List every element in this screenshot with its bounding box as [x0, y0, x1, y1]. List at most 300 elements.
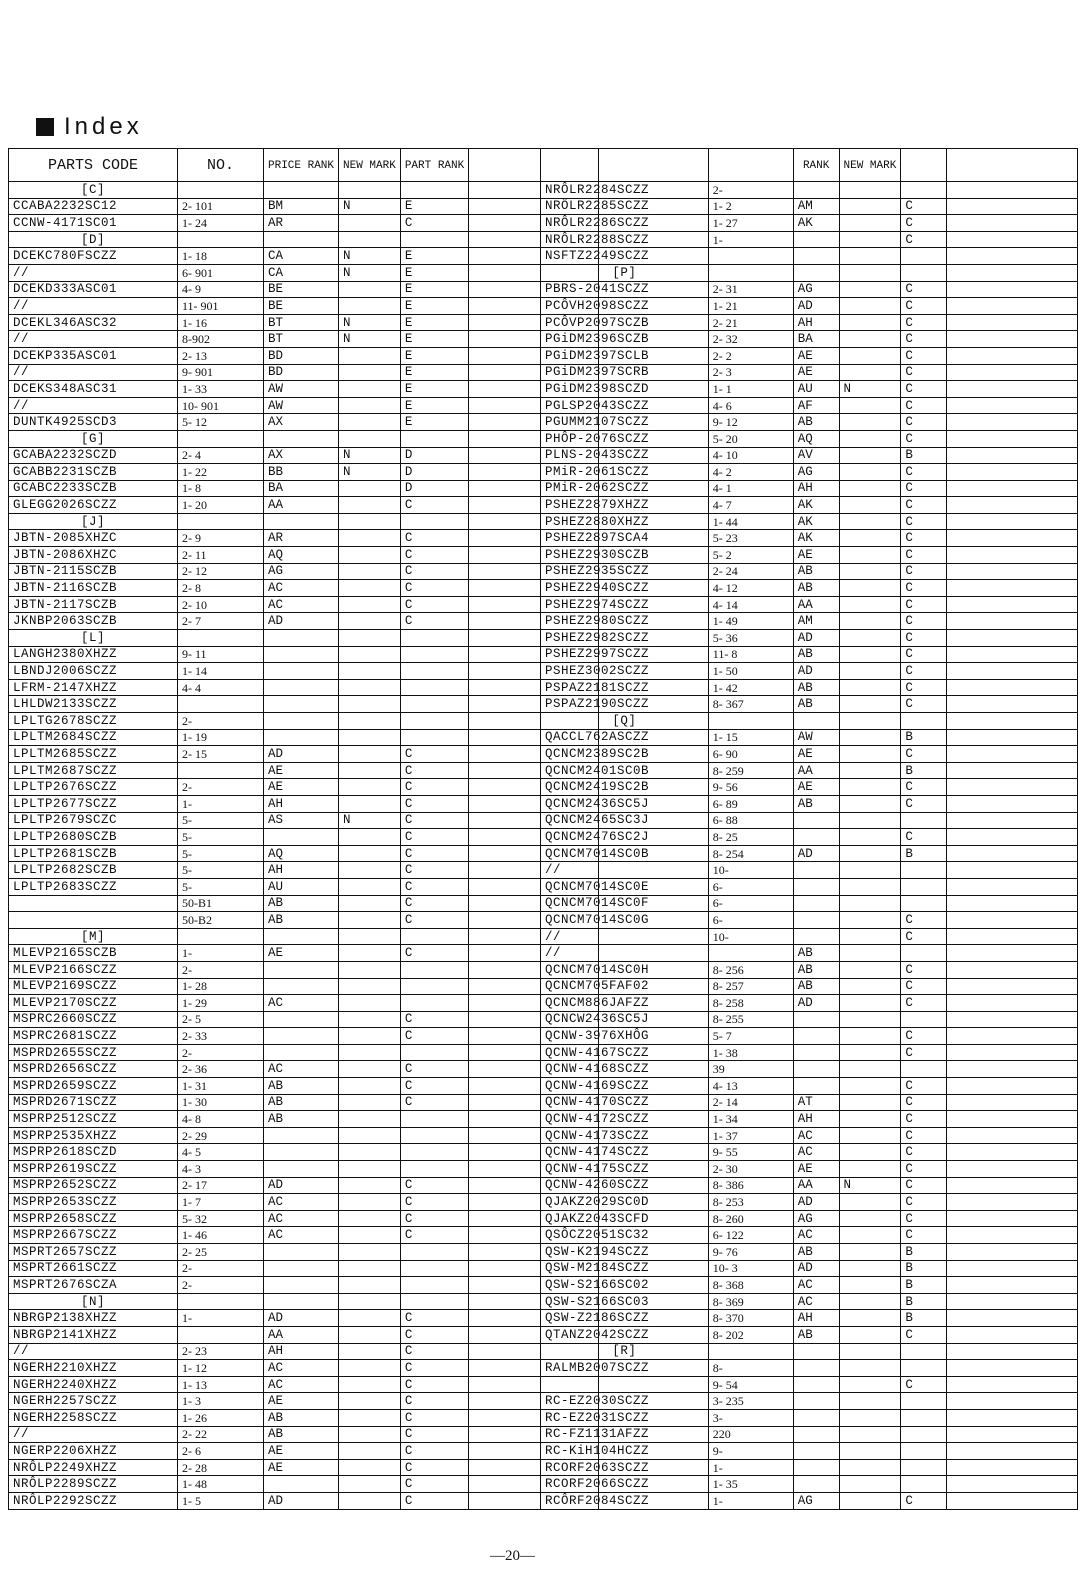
price-rank-cell: AV — [793, 447, 839, 464]
price-rank-cell: AA — [793, 1177, 839, 1194]
parts-code-cell: // — [541, 928, 709, 945]
part-rank-cell: C — [901, 1326, 946, 1343]
parts-code-cell: PSHEZ2930SCZB — [541, 547, 709, 564]
part-rank-cell: C — [400, 530, 468, 547]
new-mark-cell: N — [339, 264, 401, 281]
new-mark-cell — [339, 895, 401, 912]
price-rank-cell: AB — [793, 945, 839, 962]
part-rank-cell: C — [901, 347, 946, 364]
part-rank-cell: C — [400, 1061, 468, 1078]
new-mark-cell — [339, 779, 401, 796]
table-row — [9, 829, 599, 846]
table-row — [9, 1011, 599, 1028]
parts-code-cell: RC-FZ1131AFZZ — [541, 1426, 709, 1443]
new-mark-cell — [839, 530, 901, 547]
parts-code-cell: QSW-S2166SC02 — [541, 1277, 709, 1294]
parts-code-cell: LPLTG2678SCZZ — [9, 713, 178, 730]
part-rank-cell — [901, 878, 946, 895]
part-rank-cell — [400, 1277, 468, 1294]
parts-code-cell: // — [9, 397, 178, 414]
section-row — [9, 231, 599, 248]
table-row — [9, 646, 599, 663]
parts-code-cell: RCORF2063SCZZ — [541, 1459, 709, 1476]
no-cell: 1- — [708, 1459, 793, 1476]
part-rank-cell: C — [901, 829, 946, 846]
part-rank-cell: C — [901, 1127, 946, 1144]
part-rank-cell — [901, 713, 946, 730]
price-rank-cell: AK — [793, 530, 839, 547]
parts-code-cell: NGERH2240XHZZ — [9, 1376, 178, 1393]
parts-code-cell: JBTN-2086XHZC — [9, 547, 178, 564]
no-cell: 10- — [708, 928, 793, 945]
index-table-left — [8, 148, 599, 1510]
parts-code-cell: CCNW-4171SC01 — [9, 215, 178, 232]
no-cell: 2- — [178, 1044, 264, 1061]
table-row — [541, 1227, 1078, 1244]
price-rank-cell — [264, 1144, 339, 1161]
table-row — [541, 397, 1078, 414]
new-mark-cell — [339, 613, 401, 630]
table-row — [9, 1127, 599, 1144]
parts-code-cell: // — [9, 264, 178, 281]
table-row — [541, 1277, 1078, 1294]
price-rank-cell — [264, 1127, 339, 1144]
part-rank-cell: C — [901, 1376, 946, 1393]
parts-code-cell: LPLTP2681SCZB — [9, 845, 178, 862]
no-cell: 2- — [178, 713, 264, 730]
part-rank-cell: B — [901, 1260, 946, 1277]
no-cell: 39 — [708, 1061, 793, 1078]
table-row — [9, 331, 599, 348]
parts-code-cell: QCNCM2401SC0B — [541, 762, 709, 779]
no-cell: 2- 31 — [708, 281, 793, 298]
table-row — [9, 1028, 599, 1045]
part-rank-cell: B — [901, 729, 946, 746]
table-row — [541, 215, 1078, 232]
price-rank-cell — [793, 1393, 839, 1410]
table-row — [9, 1194, 599, 1211]
part-rank-cell: C — [400, 563, 468, 580]
parts-code-cell: NRÔLR2284SCZZ — [541, 182, 709, 199]
no-cell: 2- 7 — [178, 613, 264, 630]
parts-code-cell: LPLTP2677SCZZ — [9, 795, 178, 812]
no-cell: 2- — [178, 1277, 264, 1294]
price-rank-cell: AK — [793, 215, 839, 232]
price-rank-cell — [264, 430, 339, 447]
price-rank-cell — [793, 912, 839, 929]
parts-code-cell: DCEKC780FSCZZ — [9, 248, 178, 265]
header-row — [541, 149, 1078, 182]
table-row — [541, 762, 1078, 779]
price-rank-cell — [264, 1277, 339, 1294]
part-rank-cell: C — [901, 198, 946, 215]
new-mark-cell — [339, 1376, 401, 1393]
parts-code-cell: QCNCM7014SC0H — [541, 961, 709, 978]
parts-code-cell: PGUMM2107SCZZ — [541, 414, 709, 431]
part-rank-cell — [400, 1244, 468, 1261]
part-rank-cell: C — [901, 1210, 946, 1227]
part-rank-cell: C — [901, 580, 946, 597]
table-row — [541, 1326, 1078, 1343]
price-rank-cell: AK — [793, 497, 839, 514]
parts-code-cell: QCNCM886JAFZZ — [541, 995, 709, 1012]
table-row — [541, 547, 1078, 564]
price-rank-cell: AU — [264, 878, 339, 895]
no-cell: 4- 12 — [708, 580, 793, 597]
parts-code-cell: // — [541, 945, 709, 962]
parts-code-cell: QCNCM2419SC2B — [541, 779, 709, 796]
part-rank-cell: B — [901, 845, 946, 862]
table-row — [541, 779, 1078, 796]
part-rank-cell — [901, 862, 946, 879]
price-rank-cell: AB — [793, 961, 839, 978]
no-cell: 2- 21 — [708, 314, 793, 331]
price-rank-cell — [264, 1011, 339, 1028]
price-rank-cell: AA — [793, 596, 839, 613]
table-row — [9, 397, 599, 414]
part-rank-cell: E — [400, 331, 468, 348]
parts-code-cell: LPLTP2676SCZZ — [9, 779, 178, 796]
part-rank-cell: C — [901, 646, 946, 663]
part-rank-cell — [400, 1127, 468, 1144]
no-cell: 4- 2 — [708, 464, 793, 481]
price-rank-cell: AX — [264, 447, 339, 464]
part-rank-cell — [901, 1443, 946, 1460]
parts-code-cell: NGERP2206XHZZ — [9, 1443, 178, 1460]
new-mark-cell — [339, 281, 401, 298]
new-mark-cell — [839, 1144, 901, 1161]
parts-code-cell: QJAKZ2043SCFD — [541, 1210, 709, 1227]
new-mark-cell — [339, 912, 401, 929]
parts-code-cell: MSPRT2661SCZZ — [9, 1260, 178, 1277]
price-rank-cell: AG — [793, 464, 839, 481]
table-row — [541, 1144, 1078, 1161]
table-row — [9, 1177, 599, 1194]
no-cell: 10- — [708, 862, 793, 879]
part-rank-cell — [901, 1476, 946, 1493]
no-cell: 5- 36 — [708, 630, 793, 647]
part-rank-cell: C — [901, 331, 946, 348]
extra-cell — [946, 1127, 1077, 1144]
table-row — [541, 1111, 1078, 1128]
no-cell: 1- — [708, 231, 793, 248]
part-rank-cell: C — [400, 1011, 468, 1028]
no-cell: 1- 49 — [708, 613, 793, 630]
table-row — [9, 1244, 599, 1261]
parts-code-cell: QCNCW2436SC5J — [541, 1011, 709, 1028]
table-row — [9, 1360, 599, 1377]
no-cell: 4- 1 — [708, 480, 793, 497]
parts-code-cell: PGiDM2397SCRB — [541, 364, 709, 381]
price-rank-cell — [264, 663, 339, 680]
new-mark-cell — [339, 961, 401, 978]
no-cell: 2- — [708, 182, 793, 199]
part-rank-cell: B — [901, 1277, 946, 1294]
table-row — [541, 679, 1078, 696]
parts-code-cell: NRÔLP2249XHZZ — [9, 1459, 178, 1476]
parts-code-cell: // — [9, 364, 178, 381]
part-rank-cell: C — [400, 895, 468, 912]
parts-code-cell: [L] — [9, 630, 178, 647]
price-rank-cell — [793, 862, 839, 879]
parts-code-cell: PSHEZ2935SCZZ — [541, 563, 709, 580]
no-cell: 2- 10 — [178, 596, 264, 613]
no-cell: 2- 17 — [178, 1177, 264, 1194]
extra-cell — [946, 1177, 1077, 1194]
part-rank-cell: C — [400, 1326, 468, 1343]
price-rank-cell: AE — [793, 1161, 839, 1178]
parts-code-cell: LPLTP2683SCZZ — [9, 878, 178, 895]
table-row — [9, 198, 599, 215]
parts-code-cell: QCNW-4169SCZZ — [541, 1078, 709, 1095]
price-rank-cell — [264, 231, 339, 248]
price-rank-cell: BA — [264, 480, 339, 497]
part-rank-cell: C — [400, 1393, 468, 1410]
price-rank-cell — [264, 1044, 339, 1061]
no-cell: 4- 6 — [708, 397, 793, 414]
table-row — [9, 812, 599, 829]
no-cell: 1- 46 — [178, 1227, 264, 1244]
part-rank-cell: C — [400, 1310, 468, 1327]
new-mark-cell — [339, 1426, 401, 1443]
table-row — [9, 530, 599, 547]
no-cell: 4- 13 — [708, 1078, 793, 1095]
parts-code-cell: QCNW-4167SCZZ — [541, 1044, 709, 1061]
no-cell: 2- 3 — [708, 364, 793, 381]
new-mark-cell — [839, 713, 901, 730]
price-rank-cell: AE — [793, 746, 839, 763]
new-mark-cell — [839, 878, 901, 895]
parts-code-cell: // — [9, 298, 178, 315]
price-rank-cell — [264, 513, 339, 530]
part-rank-cell: E — [400, 281, 468, 298]
no-cell: 6- — [708, 878, 793, 895]
new-mark-cell — [339, 1476, 401, 1493]
new-mark-cell — [839, 1011, 901, 1028]
parts-code-cell: MSPRT2657SCZZ — [9, 1244, 178, 1261]
parts-code-cell: // — [9, 331, 178, 348]
parts-code-cell: NBRGP2141XHZZ — [9, 1326, 178, 1343]
part-rank-cell: E — [400, 364, 468, 381]
no-cell: 1- 29 — [178, 995, 264, 1012]
new-mark-cell: N — [339, 314, 401, 331]
no-cell: 1- — [178, 945, 264, 962]
no-cell: 4- 4 — [178, 679, 264, 696]
table-row — [541, 995, 1078, 1012]
extra-cell — [946, 381, 1077, 398]
header-row — [9, 149, 599, 182]
parts-code-cell: PLNS-2043SCZZ — [541, 447, 709, 464]
part-rank-cell: B — [901, 1244, 946, 1261]
price-rank-cell: AF — [793, 397, 839, 414]
no-cell: 1- — [178, 795, 264, 812]
parts-code-cell: PGiDM2396SCZB — [541, 331, 709, 348]
parts-code-cell: QCNCM7014SC0B — [541, 845, 709, 862]
table-row — [541, 1310, 1078, 1327]
new-mark-cell — [839, 1061, 901, 1078]
part-rank-cell — [400, 1144, 468, 1161]
new-mark-cell — [339, 298, 401, 315]
no-cell: 1- 22 — [178, 464, 264, 481]
table-row — [9, 1459, 599, 1476]
price-rank-cell — [793, 713, 839, 730]
new-mark-cell — [839, 182, 901, 199]
table-row — [541, 646, 1078, 663]
parts-code-cell: // — [9, 1343, 178, 1360]
new-mark-cell — [339, 215, 401, 232]
parts-code-cell: PCÔVP2097SCZB — [541, 314, 709, 331]
no-cell: 8- 25 — [708, 829, 793, 846]
price-rank-header: RANK — [793, 149, 839, 182]
parts-code-cell: LPLTM2687SCZZ — [9, 762, 178, 779]
new-mark-cell — [839, 1426, 901, 1443]
section-row — [541, 264, 1078, 281]
new-mark-cell — [339, 1177, 401, 1194]
new-mark-cell — [339, 663, 401, 680]
price-rank-cell: AH — [264, 1343, 339, 1360]
price-rank-cell: AD — [793, 630, 839, 647]
price-rank-cell: AD — [264, 1310, 339, 1327]
table-row — [9, 264, 599, 281]
no-cell: 2- 30 — [708, 1161, 793, 1178]
part-rank-cell: E — [400, 248, 468, 265]
table-row — [541, 862, 1078, 879]
new-mark-cell — [339, 1078, 401, 1095]
part-rank-cell: C — [400, 1492, 468, 1509]
new-mark-cell — [339, 762, 401, 779]
part-rank-cell: C — [400, 1078, 468, 1095]
part-rank-cell: C — [400, 1376, 468, 1393]
price-rank-cell: AD — [793, 298, 839, 315]
parts-code-cell: PSHEZ3002SCZZ — [541, 663, 709, 680]
price-rank-cell: AK — [793, 513, 839, 530]
price-rank-cell: AE — [264, 1459, 339, 1476]
table-row — [541, 1492, 1078, 1509]
no-cell: 8- 368 — [708, 1277, 793, 1294]
table-row — [9, 1376, 599, 1393]
parts-code-cell: QCNCM7014SC0E — [541, 878, 709, 895]
part-rank-cell: C — [400, 1476, 468, 1493]
table-row — [541, 1459, 1078, 1476]
no-cell: 9- 901 — [178, 364, 264, 381]
table-row — [9, 596, 599, 613]
no-cell: 1- 50 — [708, 663, 793, 680]
table-row — [541, 746, 1078, 763]
price-rank-cell: BM — [264, 198, 339, 215]
no-cell: 9- 12 — [708, 414, 793, 431]
extra-cell — [946, 729, 1077, 746]
no-cell — [178, 696, 264, 713]
parts-code-cell: PSPAZ2181SCZZ — [541, 679, 709, 696]
new-mark-cell — [839, 1078, 901, 1095]
no-cell: 2- 9 — [178, 530, 264, 547]
price-rank-cell: AB — [793, 563, 839, 580]
new-mark-cell — [339, 995, 401, 1012]
extra-cell — [946, 630, 1077, 647]
parts-code-cell: NRÔLR2286SCZZ — [541, 215, 709, 232]
parts-code-cell: // — [541, 862, 709, 879]
part-rank-cell: C — [400, 829, 468, 846]
table-row — [541, 464, 1078, 481]
extra-cell — [946, 1011, 1077, 1028]
extra-header — [946, 149, 1077, 182]
part-rank-cell: C — [400, 1343, 468, 1360]
new-mark-cell — [339, 1094, 401, 1111]
no-cell: 2- 24 — [708, 563, 793, 580]
no-cell: 1- 19 — [178, 729, 264, 746]
no-cell — [178, 513, 264, 530]
price-rank-cell: AC — [264, 995, 339, 1012]
price-rank-cell: BD — [264, 347, 339, 364]
no-cell: 1- 48 — [178, 1476, 264, 1493]
parts-code-cell: PSHEZ2940SCZZ — [541, 580, 709, 597]
price-rank-cell — [793, 1459, 839, 1476]
extra-cell — [946, 497, 1077, 514]
parts-code-cell: PHÔP-2076SCZZ — [541, 430, 709, 447]
extra-cell — [946, 812, 1077, 829]
price-rank-cell — [793, 1044, 839, 1061]
price-rank-cell: BE — [264, 281, 339, 298]
part-rank-cell: C — [400, 1227, 468, 1244]
table-row — [541, 1293, 1078, 1310]
no-cell: 50-B1 — [178, 895, 264, 912]
parts-code-cell: NSFTZ2249SCZZ — [541, 248, 709, 265]
parts-code-cell: QCNW-4174SCZZ — [541, 1144, 709, 1161]
price-rank-cell — [793, 1011, 839, 1028]
no-cell — [178, 1293, 264, 1310]
part-rank-cell — [400, 1293, 468, 1310]
no-cell — [178, 1326, 264, 1343]
new-mark-cell — [839, 1111, 901, 1128]
part-rank-cell — [400, 630, 468, 647]
parts-code-cell: PSHEZ2897SCA4 — [541, 530, 709, 547]
parts-code-cell: QTANZ2042SCZZ — [541, 1326, 709, 1343]
price-rank-cell: AD — [793, 995, 839, 1012]
no-cell: 8- 369 — [708, 1293, 793, 1310]
new-mark-cell — [839, 1476, 901, 1493]
new-mark-cell — [339, 530, 401, 547]
parts-code-cell: QCNW-4175SCZZ — [541, 1161, 709, 1178]
no-cell: 3- — [708, 1409, 793, 1426]
no-cell: 1- 28 — [178, 978, 264, 995]
new-mark-cell — [339, 1044, 401, 1061]
no-cell: 8- 258 — [708, 995, 793, 1012]
no-cell — [708, 1343, 793, 1360]
no-cell: 1- 21 — [708, 298, 793, 315]
table-row — [541, 961, 1078, 978]
part-rank-cell: E — [400, 397, 468, 414]
part-rank-cell: C — [400, 1459, 468, 1476]
price-rank-cell: AB — [264, 1409, 339, 1426]
extra-cell — [946, 1210, 1077, 1227]
new-mark-cell — [839, 746, 901, 763]
price-rank-cell: AE — [264, 779, 339, 796]
table-row — [541, 978, 1078, 995]
table-row — [541, 430, 1078, 447]
parts-code-cell: LFRM-2147XHZZ — [9, 679, 178, 696]
parts-code-cell: LANGH2380XHZZ — [9, 646, 178, 663]
part-rank-cell: B — [901, 762, 946, 779]
table-row — [9, 713, 599, 730]
parts-code-cell: LPLTM2684SCZZ — [9, 729, 178, 746]
price-rank-cell: AB — [793, 580, 839, 597]
parts-code-cell: GCABC2233SCZB — [9, 480, 178, 497]
extra-cell — [946, 547, 1077, 564]
table-row — [541, 513, 1078, 530]
extra-cell — [946, 945, 1077, 962]
new-mark-cell — [839, 497, 901, 514]
table-row — [9, 1044, 599, 1061]
